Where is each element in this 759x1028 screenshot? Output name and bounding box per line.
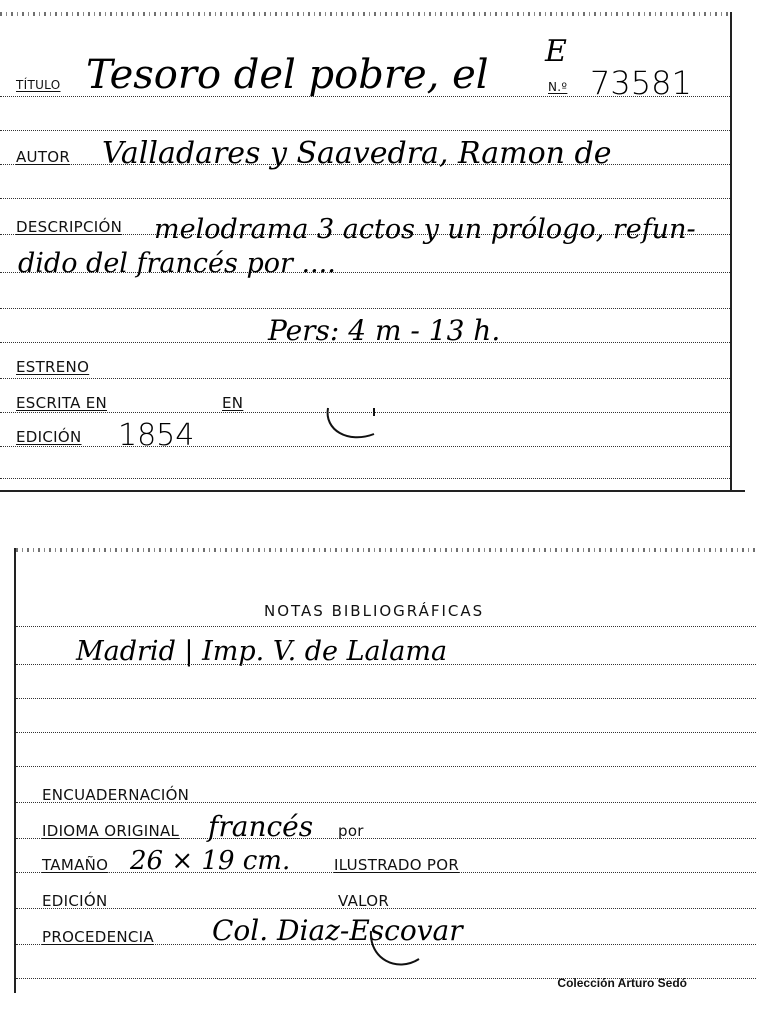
ruled-line: [16, 766, 756, 767]
descripcion-label: DESCRIPCIÓN: [16, 218, 123, 236]
edicion2-label: EDICIÓN: [42, 892, 108, 910]
numero-value: 73581: [590, 64, 692, 102]
tamano-value: 26 × 19 cm.: [130, 846, 291, 876]
ilustrado-label: ILUSTRADO POR: [334, 856, 460, 874]
collection-credit: Colección Arturo Sedó: [557, 976, 687, 990]
ruled-line: [16, 626, 756, 627]
personajes-note: Pers: 4 m - 13 h.: [268, 314, 501, 347]
por-label: por: [338, 822, 364, 840]
encuadernacion-label: ENCUADERNACIÓN: [42, 786, 190, 804]
ruled-line: [0, 378, 730, 379]
ruled-line: [16, 698, 756, 699]
notas-value: Madrid | Imp. V. de Lalama: [76, 636, 448, 667]
titulo-label: TÍTULO: [16, 78, 61, 92]
idioma-label: IDIOMA ORIGINAL: [42, 822, 180, 840]
procedencia-label: PROCEDENCIA: [42, 928, 154, 946]
ruled-line: [0, 130, 730, 131]
descripcion-line1: melodrama 3 actos y un prólogo, refun-: [154, 214, 696, 245]
autor-value: Valladares y Saavedra, Ramon de: [102, 136, 612, 171]
ruled-line: [0, 478, 730, 479]
autor-label: AUTOR: [16, 148, 71, 166]
ruled-line: [0, 308, 730, 309]
card-top-edge: [16, 548, 756, 552]
card-top-edge: [0, 12, 730, 16]
titulo-value: Tesoro del pobre, el: [86, 52, 489, 98]
punch-hole-mark: [367, 925, 423, 973]
estreno-label: ESTRENO: [16, 358, 90, 376]
ruled-line: [16, 664, 756, 665]
notas-title: NOTAS BIBLIOGRÁFICAS: [264, 602, 485, 620]
descripcion-line2: dido del francés por ....: [18, 248, 336, 279]
edicion-label: EDICIÓN: [16, 428, 82, 446]
ruled-line: [0, 198, 730, 199]
procedencia-value: Col. Diaz-Escovar: [212, 914, 463, 947]
escrita-en-label: ESCRITA EN: [16, 394, 108, 412]
numero-label: N.º: [548, 80, 568, 94]
valor-label: VALOR: [338, 892, 390, 910]
ruled-line: [0, 446, 730, 447]
card-divider: [0, 490, 745, 492]
catalog-mark: E: [545, 34, 567, 69]
punch-hole-mark: [322, 404, 380, 444]
en-label: EN: [222, 394, 244, 412]
tamano-label: TAMAÑO: [42, 856, 109, 874]
edicion-value: 1854: [118, 418, 195, 453]
ruled-line: [16, 732, 756, 733]
idioma-value: francés: [208, 810, 314, 843]
